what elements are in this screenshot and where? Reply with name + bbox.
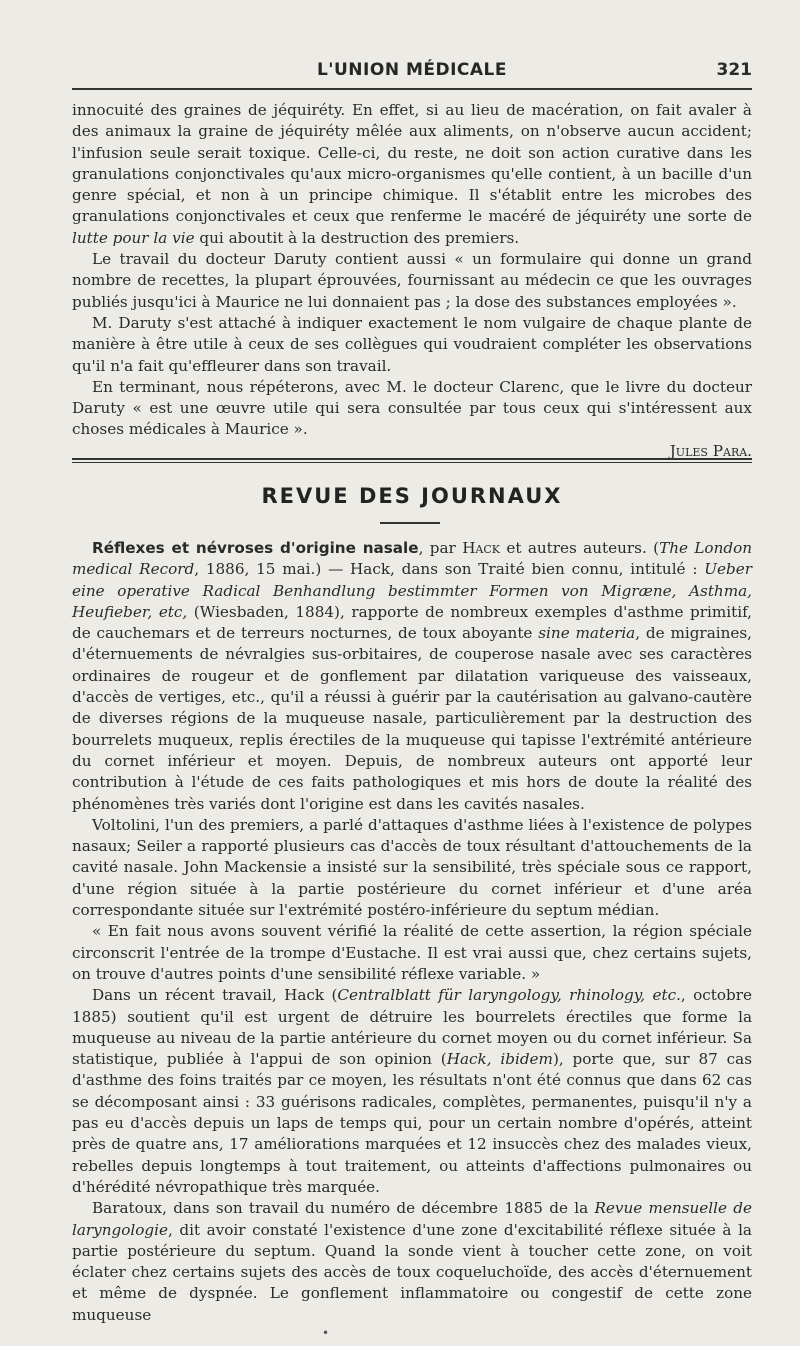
paragraph: innocuité des graines de jéquiréty. En effet, si au lieu de macération, on fait avaler à des animaux la graine de jéquiréty mêlée aux aliments, on n'observe aucun accident; l'infusion seule serait toxique. Celle-ci, du reste, ne doit son action curative dans les granulations conjonctivales qu'aux micro-organismes qu'elle contient, à un bacille d'un genre spécial, et non à un principe chimique. Il s'établit entre les microbes des granulations conjonctivales et ceux que renferme le macéré de jéquiréty une sorte de lutte pour la vie qui aboutit à la destruction des premiers.	[72, 101, 752, 247]
paragraph: Baratoux, dans son travail du numéro de décembre 1885 de la Revue mensuelle de laryngologie, dit avoir constaté l'existence d'une zone d'excitabilité réflexe située à la partie postérieure du septum. Quand la sonde vient à toucher cette zone, on voit éclater chez certains sujets des accès de toux coqueluchoïde, des accès d'éternuement et même de dyspnée. Le gonflement inflammatoire ou congestif de cette zone muqueuse	[72, 1199, 752, 1324]
review-article	[72, 538, 752, 1326]
paragraph: Voltolini, l'un des premiers, a parlé d'attaques d'asthme liées à l'existence de polypes nasaux; Seiler a rapporté plusieurs cas d'accès de toux résultant d'attouchements de la cavité nasale. John Mackensie a insisté sur la sensibilité, très spéciale sous ce rapport, d'une région située à la partie postérieure du cornet inférieur et d'une aréa correspondante située sur l'extrémité postéro-inférieure du septum médian.	[72, 815, 752, 920]
article-heading: Réflexes et névroses d'origine nasale	[92, 539, 419, 557]
section-divider	[72, 458, 752, 463]
running-header	[72, 56, 752, 86]
paragraph: En terminant, nous répéterons, avec M. le docteur Clarenc, que le livre du docteur Daruty « est une œuvre utile qui sera consultée par tous ceux qui s'intéressent aux choses médicales à Maurice ».	[72, 377, 752, 439]
page-number: 321	[716, 60, 752, 80]
footer-mark: •	[322, 1326, 330, 1340]
header-rule	[72, 88, 752, 90]
journal-title: L'UNION MÉDICALE	[316, 60, 508, 80]
paragraph: Le travail du docteur Daruty contient aussi « un formulaire qui donne un grand nombre de recettes, la plupart éprouvées, fournissant au médecin ce que les ouvrages publiés jusqu'ici à Maurice ne lui donnaient pas ; la dose des substances employées ».	[72, 250, 752, 311]
section-title: REVUE DES JOURNAUX	[261, 484, 563, 508]
paragraph: M. Daruty s'est attaché à indiquer exactement le nom vulgaire de chaque plante de manière à être utile à ceux de ses collègues qui voudraient compléter les observations qu'il n'a fait qu'effleurer dans son travail.	[72, 313, 752, 375]
signature: Jules Para.	[669, 441, 752, 460]
previous-article-end	[72, 100, 752, 462]
title-underline	[380, 522, 440, 524]
paragraph: Dans un récent travail, Hack (Centralblatt für laryngology, rhinology, etc., octobre 1885) soutient qu'il est urgent de détruire les bourrelets érectiles que forme la muqueuse au niveau de la partie antérieure du cornet moyen ou du cornet inférieur. Sa statistique, publiée à l'appui de son opinion (Hack, ibidem), porte que, sur 87 cas d'asthme des foins traités par ce moyen, les résultats n'ont été connus que dans 62 cas se décomposant ainsi : 33 guérisons radicales, complètes, permanentes, puisqu'il n'y a pas eu d'accès depuis un laps de temps qui, pour un certain nombre d'opérés, atteint près de quatre ans, 17 améliorations marquées et 12 insuccès chez des malades vieux, rebelles depuis longtemps à tout traitement, ou atteints d'affections pulmonaires ou d'hérédité névropathique très marquée.	[72, 986, 752, 1196]
paragraph: « En fait nous avons souvent vérifié la réalité de cette assertion, la région spéciale circonscrit l'entrée de la trompe d'Eustache. Il est vrai aussi que, chez certains sujets, on trouve d'autres points d'une sensibilité réflexe variable. »	[72, 922, 752, 983]
paragraph: Réflexes et névroses d'origine nasale, par Hack et autres auteurs. (The London medical Record, 1886, 15 mai.) — Hack, dans son Traité bien connu, intitulé : Ueber eine operative Radical Benhandlung bestimmter Formen von Migræne, Asthma, Heufieber, etc, (Wiesbaden, 1884), rapporte de nombreux exemples d'asthme primitif, de cauchemars et de terreurs nocturnes, de toux aboyante sine materia, de migraines, d'éternuements de névralgies sus-orbitaires, de couperose nasale avec ses caractères ordinaires de rougeur et de gonflement par dilatation variqueuse des vaisseaux, d'accès de vertiges, etc., qu'il a réussi à guérir par la cautérisation au galvano-cautère de diverses régions de la muqueuse nasale, particulièrement par la destruction des bourrelets muqueux, replis érectiles de la muqueuse qui tapisse l'extrémité antérieure du cornet inférieur et moyen. Depuis, de nombreux auteurs ont apporté leur contribution à l'étude de ces faits pathologiques et mis hors de doute la réalité des phénomènes très variés dont l'origine est dans les cavités nasales.	[72, 539, 753, 813]
